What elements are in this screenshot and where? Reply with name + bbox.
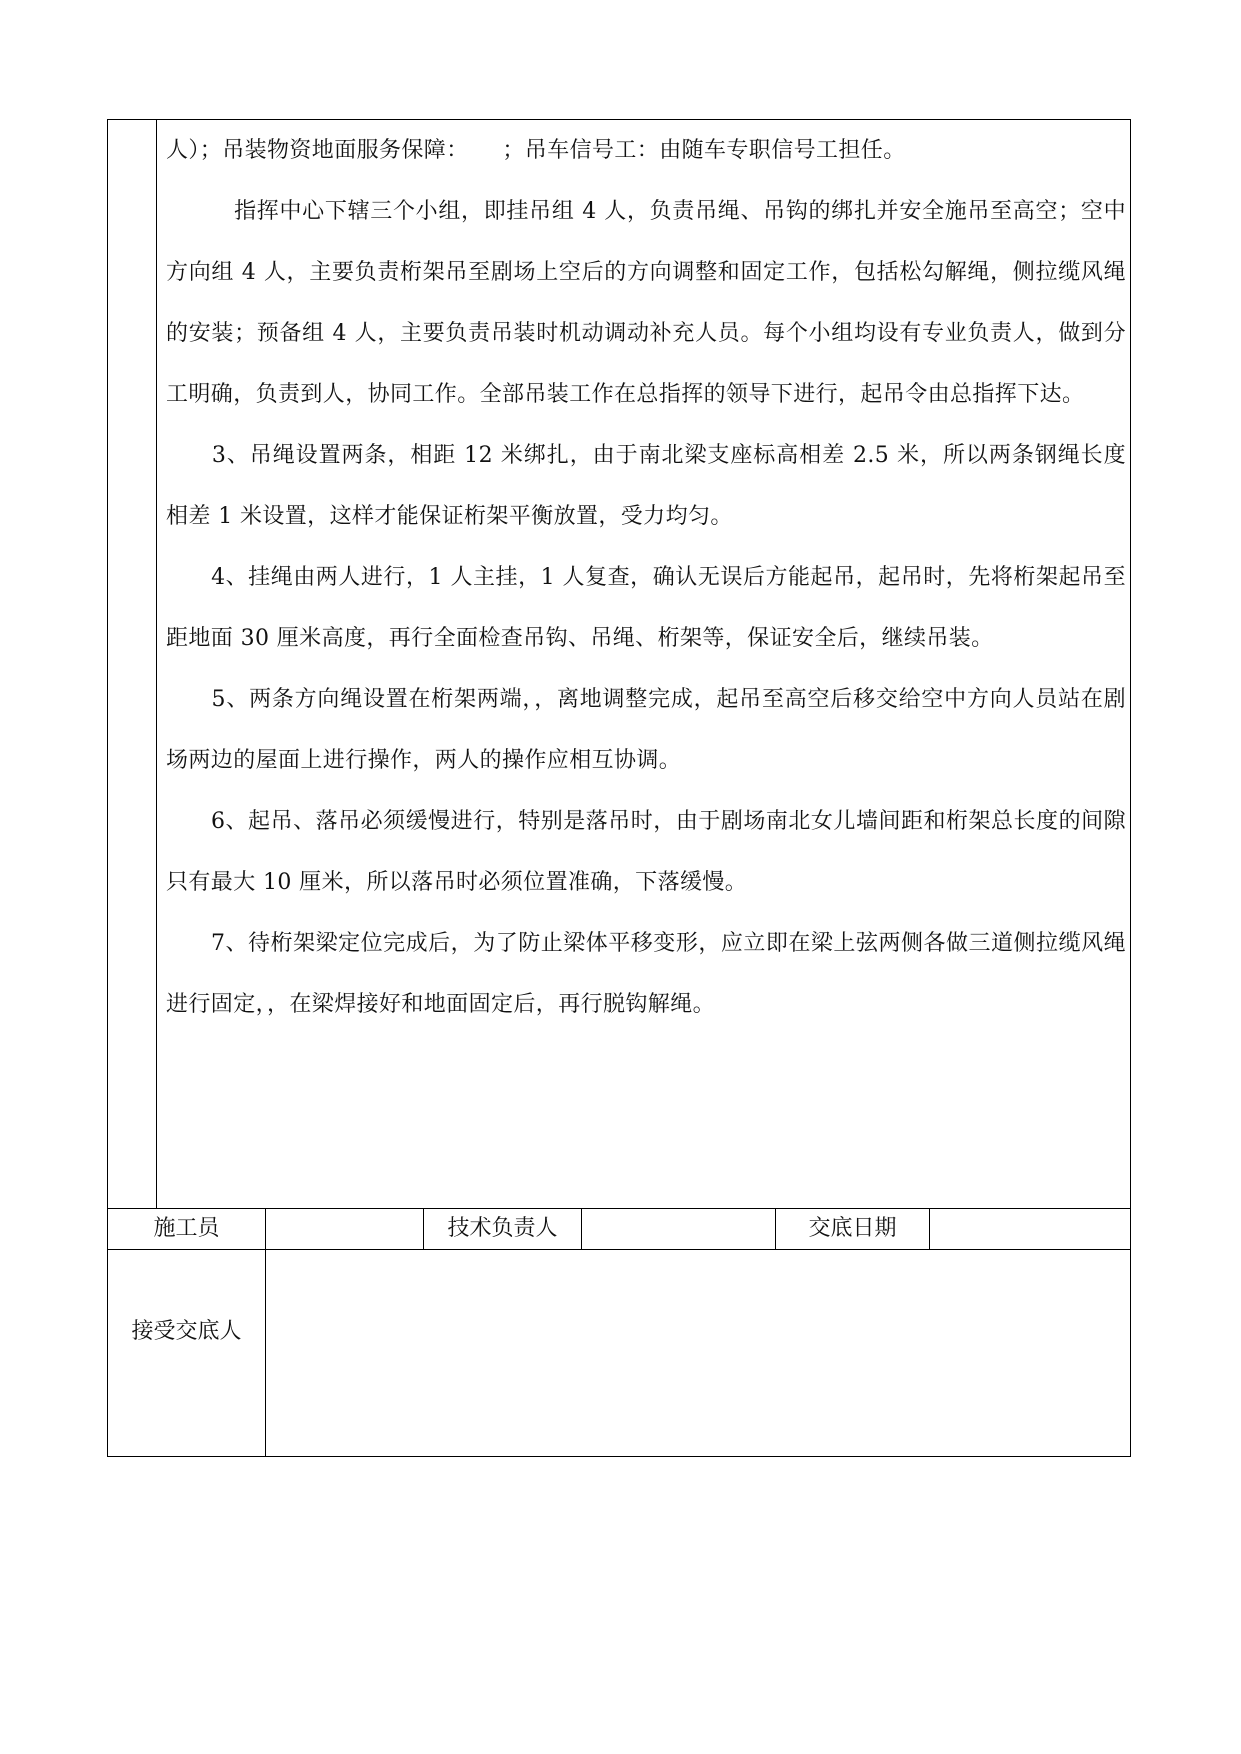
table-bottom-border [107, 1456, 1131, 1457]
constructor-label: 施工员 [153, 1216, 220, 1241]
tech-lead-label: 技术负责人 [447, 1216, 558, 1241]
paragraph-item-3: 3、吊绳设置两条，相距 12 米绑扎，由于南北梁支座标高相差 2.5 米，所以两条钢绳长度相差 1 米设置，这样才能保证桁架平衡放置，受力均匀。 [166, 443, 1126, 529]
footer-col-divider-5 [929, 1208, 930, 1249]
disclosure-body-text [166, 120, 1126, 1035]
paragraph-item-4: 4、挂绳由两人进行，1 人主挂，1 人复查，确认无误后方能起吊，起吊时，先将桁架起吊至距地面 30 厘米高度，再行全面检查吊钩、吊绳、桁架等，保证安全后，继续吊装。 [166, 565, 1126, 651]
table-left-border [107, 119, 108, 1456]
date-label: 交底日期 [808, 1216, 897, 1241]
footer-col-divider-1 [265, 1208, 266, 1456]
paragraph-item-7: 7、待桁架梁定位完成后，为了防止梁体平移变形，应立即在梁上弦两侧各做三道侧拉缆风绳进行固定，，在梁焊接好和地面固定后，再行脱钩解绳。 [166, 931, 1126, 1017]
table-right-border [1130, 119, 1131, 1456]
content-inner-divider [156, 119, 157, 1209]
paragraph-item-5: 5、两条方向绳设置在桁架两端，，离地调整完成，起吊至高空后移交给空中方向人员站在剧场两边的屋面上进行操作，两人的操作应相互协调。 [166, 687, 1126, 773]
paragraph-item-6: 6、起吊、落吊必须缓慢进行，特别是落吊时，由于剧场南北女儿墙间距和桁架总长度的间隙只有最大 10 厘米，所以落吊时必须位置准确，下落缓慢。 [166, 809, 1126, 895]
footer-row-bottom-border [107, 1249, 1131, 1250]
recipient-label: 接受交底人 [131, 1319, 242, 1344]
paragraph-command-groups: 指挥中心下辖三个小组，即挂吊组 4 人，负责吊绳、吊钩的绑扎并安全施吊至高空；空中方向组 4 人，主要负责桁架吊至剧场上空后的方向调整和固定工作，包括松勾解绳，侧拉缆风绳的安装；预备组 4 人，主要负责吊装时机动调动补充人员。每个小组均设有专业负责人，做到分工明确，负责到人，协同工作。全部吊装工作在总指挥的领导下进行，起吊令由总指挥下达。 [166, 199, 1126, 407]
footer-col-divider-3 [581, 1208, 582, 1249]
paragraph-staff-roles: 人）；吊装物资地面服务保障： ；吊车信号工：由随车专职信号工担任。 [166, 138, 906, 163]
